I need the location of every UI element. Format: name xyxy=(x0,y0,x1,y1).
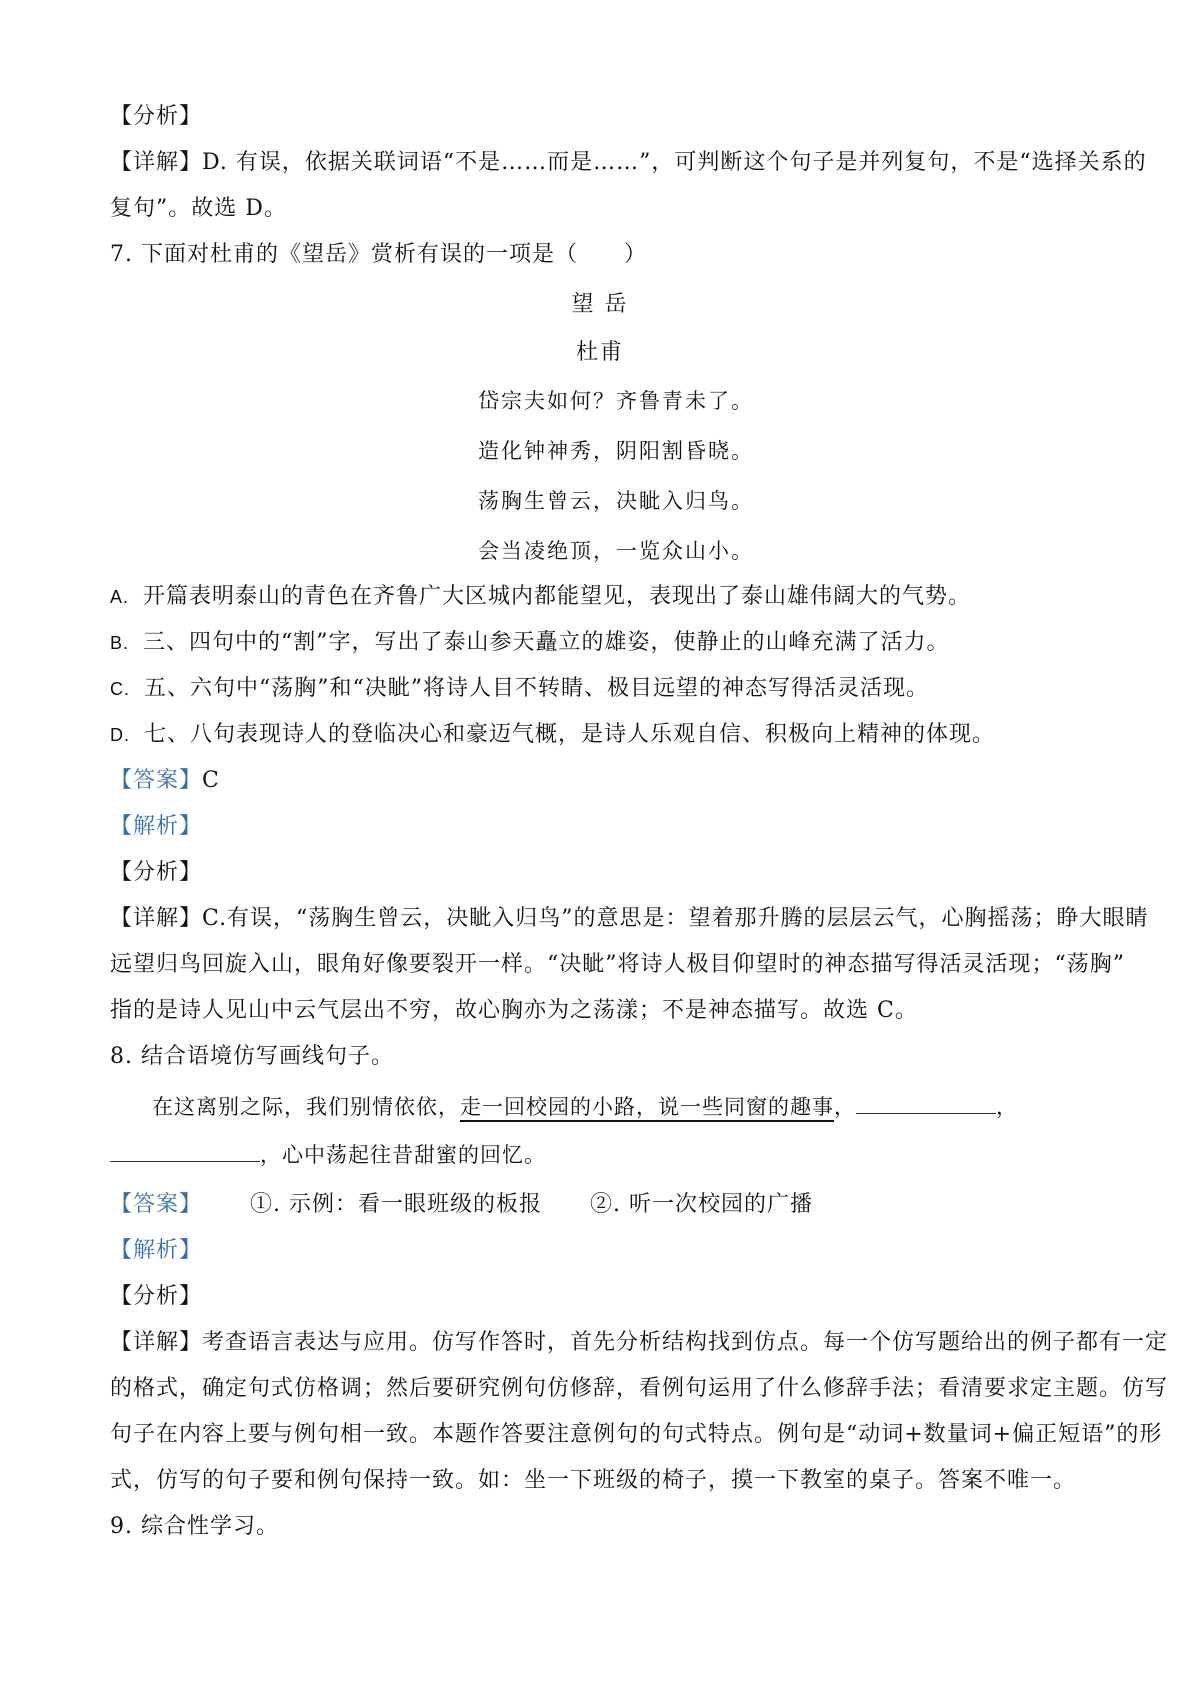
option-text: 三、四句中的“割”字，写出了泰山参天矗立的雄姿，使静止的山峰充满了活力。 xyxy=(143,630,950,655)
q7-detail-line-2: 远望归鸟回旋入山，眼角好像要裂开一样。“决眦”将诗人极目仰望时的神态描写得活灵活现；“荡胸” xyxy=(110,952,1125,977)
option-text: 开篇表明泰山的青色在齐鲁广大区城内都能望见，表现出了泰山雄伟阔大的气势。 xyxy=(143,584,972,609)
poem-author: 杜甫 xyxy=(575,340,624,365)
q8-detail-line-1 xyxy=(110,1328,1168,1358)
q7-answer xyxy=(110,766,220,796)
q8-detail-text-1: 考查语言表达与应用。仿写作答时，首先分析结构找到仿点。每一个仿写题给出的例子都有一定 xyxy=(202,1330,1169,1355)
q7-detail-line-1 xyxy=(110,904,1149,934)
answer-blank-1 xyxy=(856,1093,996,1114)
q8-answer xyxy=(110,1190,813,1220)
answer-label: 【答案】 xyxy=(110,1192,203,1217)
poem-line-1: 岱宗夫如何？齐鲁青未了。 xyxy=(478,389,754,413)
q7-option-b xyxy=(110,628,950,658)
q6-detail-label: 【详解】 xyxy=(110,150,203,175)
q7-detail-label: 【详解】 xyxy=(110,906,203,931)
poem-line-4: 会当凌绝顶，一览众山小。 xyxy=(478,539,754,563)
q6-analysis-label: 【分析】 xyxy=(110,104,203,129)
q7-analysis-label: 【分析】 xyxy=(110,860,203,885)
context-comma: ， xyxy=(834,1095,856,1119)
option-letter: A. xyxy=(110,587,130,607)
answer-item-1: ①. 示例：看一眼班级的板报 xyxy=(250,1192,543,1217)
answer-item-2: ②. 听一次校园的广播 xyxy=(590,1192,814,1217)
option-text: 五、六句中“荡胸”和“决眦”将诗人目不转睛、极目远望的神态写得活灵活现。 xyxy=(144,676,929,701)
context-prefix: 在这离别之际，我们别情依依， xyxy=(152,1095,460,1119)
q8-analysis-label: 【分析】 xyxy=(110,1284,203,1309)
q8-context-line-2 xyxy=(110,1140,546,1170)
poem-title: 望 岳 xyxy=(571,292,629,317)
context-comma-2: ， xyxy=(996,1095,1018,1119)
option-letter: B. xyxy=(110,633,130,653)
poem-line-3: 荡胸生曾云，决眦入归鸟。 xyxy=(478,489,754,513)
q8-explain-label: 【解析】 xyxy=(110,1238,203,1263)
q8-context-line-1 xyxy=(152,1092,1018,1122)
q7-detail-text-1: C.有误，“荡胸生曾云，决眦入归鸟”的意思是：望着那升腾的层层云气，心胸摇荡；睁大眼睛 xyxy=(202,906,1149,931)
option-letter: D. xyxy=(110,725,130,745)
q7-explain-label: 【解析】 xyxy=(110,814,203,839)
context-suffix: ，心中荡起往昔甜蜜的回忆。 xyxy=(260,1143,546,1167)
answer-value: C xyxy=(202,768,220,793)
option-letter: C. xyxy=(110,679,130,699)
q6-detail-line-2: 复句”。故选 D。 xyxy=(110,196,287,221)
context-underlined: 走一回校园的小路，说一些同窗的趣事 xyxy=(460,1095,834,1119)
option-text: 七、八句表现诗人的登临决心和豪迈气概，是诗人乐观自信、积极向上精神的体现。 xyxy=(144,722,996,747)
q8-detail-label: 【详解】 xyxy=(110,1330,203,1355)
q7-question: 7. 下面对杜甫的《望岳》赏析有误的一项是（ ） xyxy=(110,242,647,267)
q7-option-d xyxy=(110,720,995,750)
q8-detail-line-3: 句子在内容上要与例句相一致。本题作答要注意例句的句式特点。例句是“动词+数量词+偏正短语”的形 xyxy=(110,1422,1163,1447)
answer-label: 【答案】 xyxy=(110,768,203,793)
q7-detail-line-3: 指的是诗人见山中云气层出不穷，故心胸亦为之荡漾；不是神态描写。故选 C。 xyxy=(110,998,918,1023)
q9-question: 9. 综合性学习。 xyxy=(110,1514,279,1539)
q8-detail-line-4: 式，仿写的句子要和例句保持一致。如：坐一下班级的椅子，摸一下教室的桌子。答案不唯一。 xyxy=(110,1468,1077,1493)
q7-option-c xyxy=(110,674,929,704)
poem-line-2: 造化钟神秀，阴阳割昏晓。 xyxy=(478,439,754,463)
q6-detail-text-1: D. 有误，依据关联词语“不是……而是……”，可判断这个句子是并列复句，不是“选择关系的 xyxy=(202,150,1147,175)
answer-blank-2 xyxy=(110,1141,260,1162)
q8-detail-line-2: 的格式，确定句式仿格调；然后要研究例句仿修辞，看例句运用了什么修辞手法；看清要求定主题。仿写 xyxy=(110,1376,1169,1401)
q6-detail-line-1 xyxy=(110,148,1147,178)
q7-option-a xyxy=(110,582,971,612)
q8-question: 8. 结合语境仿写画线句子。 xyxy=(110,1044,394,1069)
